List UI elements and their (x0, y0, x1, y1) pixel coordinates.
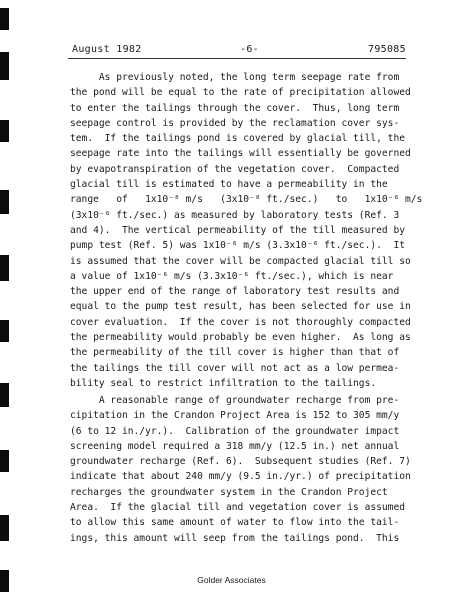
paragraph-2 (70, 393, 410, 546)
binder-hole-mark (0, 120, 9, 142)
binder-hole-mark (0, 255, 9, 281)
paragraph-1 (70, 70, 423, 391)
text-line: and 4). The vertical permeability of the till measured by (70, 224, 406, 236)
text-line: pump test (Ref. 5) was 1x10⁻⁶ m/s (3.3x10⁻⁶ ft./sec.). It (70, 240, 406, 252)
text-line: to allow this same amount of water to flow into the tail- (70, 517, 400, 529)
header-page-number: -6- (240, 44, 259, 55)
text-line: a value of 1x10⁻⁶ m/s (3.3x10⁻⁶ ft./sec.), which is near (70, 270, 394, 282)
binder-hole-mark (0, 450, 9, 472)
text-line: by evapotranspiration of the vegetation cover. Compacted (70, 163, 400, 175)
page-footer: Golder Associates (197, 575, 266, 585)
text-line: range of 1x10⁻⁸ m/s (3x10⁻⁸ ft./sec.) to 1x10⁻⁶ m/s (70, 194, 423, 206)
binder-hole-mark (0, 8, 9, 30)
text-line: (3x10⁻⁶ ft./sec.) as measured by laboratory tests (Ref. 3 (70, 209, 400, 221)
header-rule (68, 58, 406, 59)
text-line: cipitation in the Crandon Project Area is 152 to 305 mm/y (70, 410, 400, 422)
binder-hole-mark (0, 383, 9, 407)
text-line: equal to the pump test result, has been selected for use in (70, 301, 411, 313)
text-line: to enter the tailings through the cover. Thus, long term (70, 102, 400, 114)
text-line: glacial till is estimated to have a permeability in the (70, 179, 388, 191)
binder-hole-mark (0, 515, 9, 541)
text-line: tem. If the tailings pond is covered by glacial till, the (70, 133, 406, 145)
text-line: cover evaluation. If the cover is not thoroughly compacted (70, 316, 411, 328)
header-date: August 1982 (72, 44, 142, 55)
text-line: ings, this amount will seep from the tailings pond. This (70, 532, 400, 544)
text-line: the permeability would probably be even higher. As long as (70, 332, 411, 344)
text-line: the permeability of the till cover is higher than that of (70, 347, 400, 359)
text-line: bility seal to restrict infiltration to the tailings. (70, 377, 377, 389)
binder-hole-mark (0, 52, 9, 80)
binder-hole-mark (0, 320, 9, 342)
header-doc-number: 795085 (368, 44, 406, 55)
text-line: screening model required a 318 mm/y (12.5 in.) net annual (70, 440, 400, 452)
text-line: the upper end of the range of laboratory test results and (70, 286, 400, 298)
text-line: As previously noted, the long term seepage rate from (70, 72, 400, 83)
text-line: recharges the groundwater system in the Crandon Project (70, 486, 388, 498)
text-line: the pond will be equal to the rate of precipitation allowed (70, 87, 411, 99)
text-line: Area. If the glacial till and vegetation cover is assumed (70, 502, 406, 514)
binder-hole-mark (0, 190, 9, 214)
text-line: seepage control is provided by the reclamation cover sys- (70, 117, 400, 129)
text-line: groundwater recharge (Ref. 6). Subsequent studies (Ref. 7) (70, 456, 411, 468)
text-line: A reasonable range of groundwater recharge from pre- (70, 395, 400, 406)
text-line: indicate that about 240 mm/y (9.5 in./yr.) of precipitation (70, 471, 411, 483)
text-line: (6 to 12 in./yr.). Calibration of the groundwater impact (70, 425, 400, 437)
text-line: is assumed that the cover will be compacted glacial till so (70, 255, 411, 267)
text-line: the tailings the till cover will not act as a low permea- (70, 362, 400, 374)
text-line: seepage rate into the tailings will essentially be governed (70, 148, 411, 160)
